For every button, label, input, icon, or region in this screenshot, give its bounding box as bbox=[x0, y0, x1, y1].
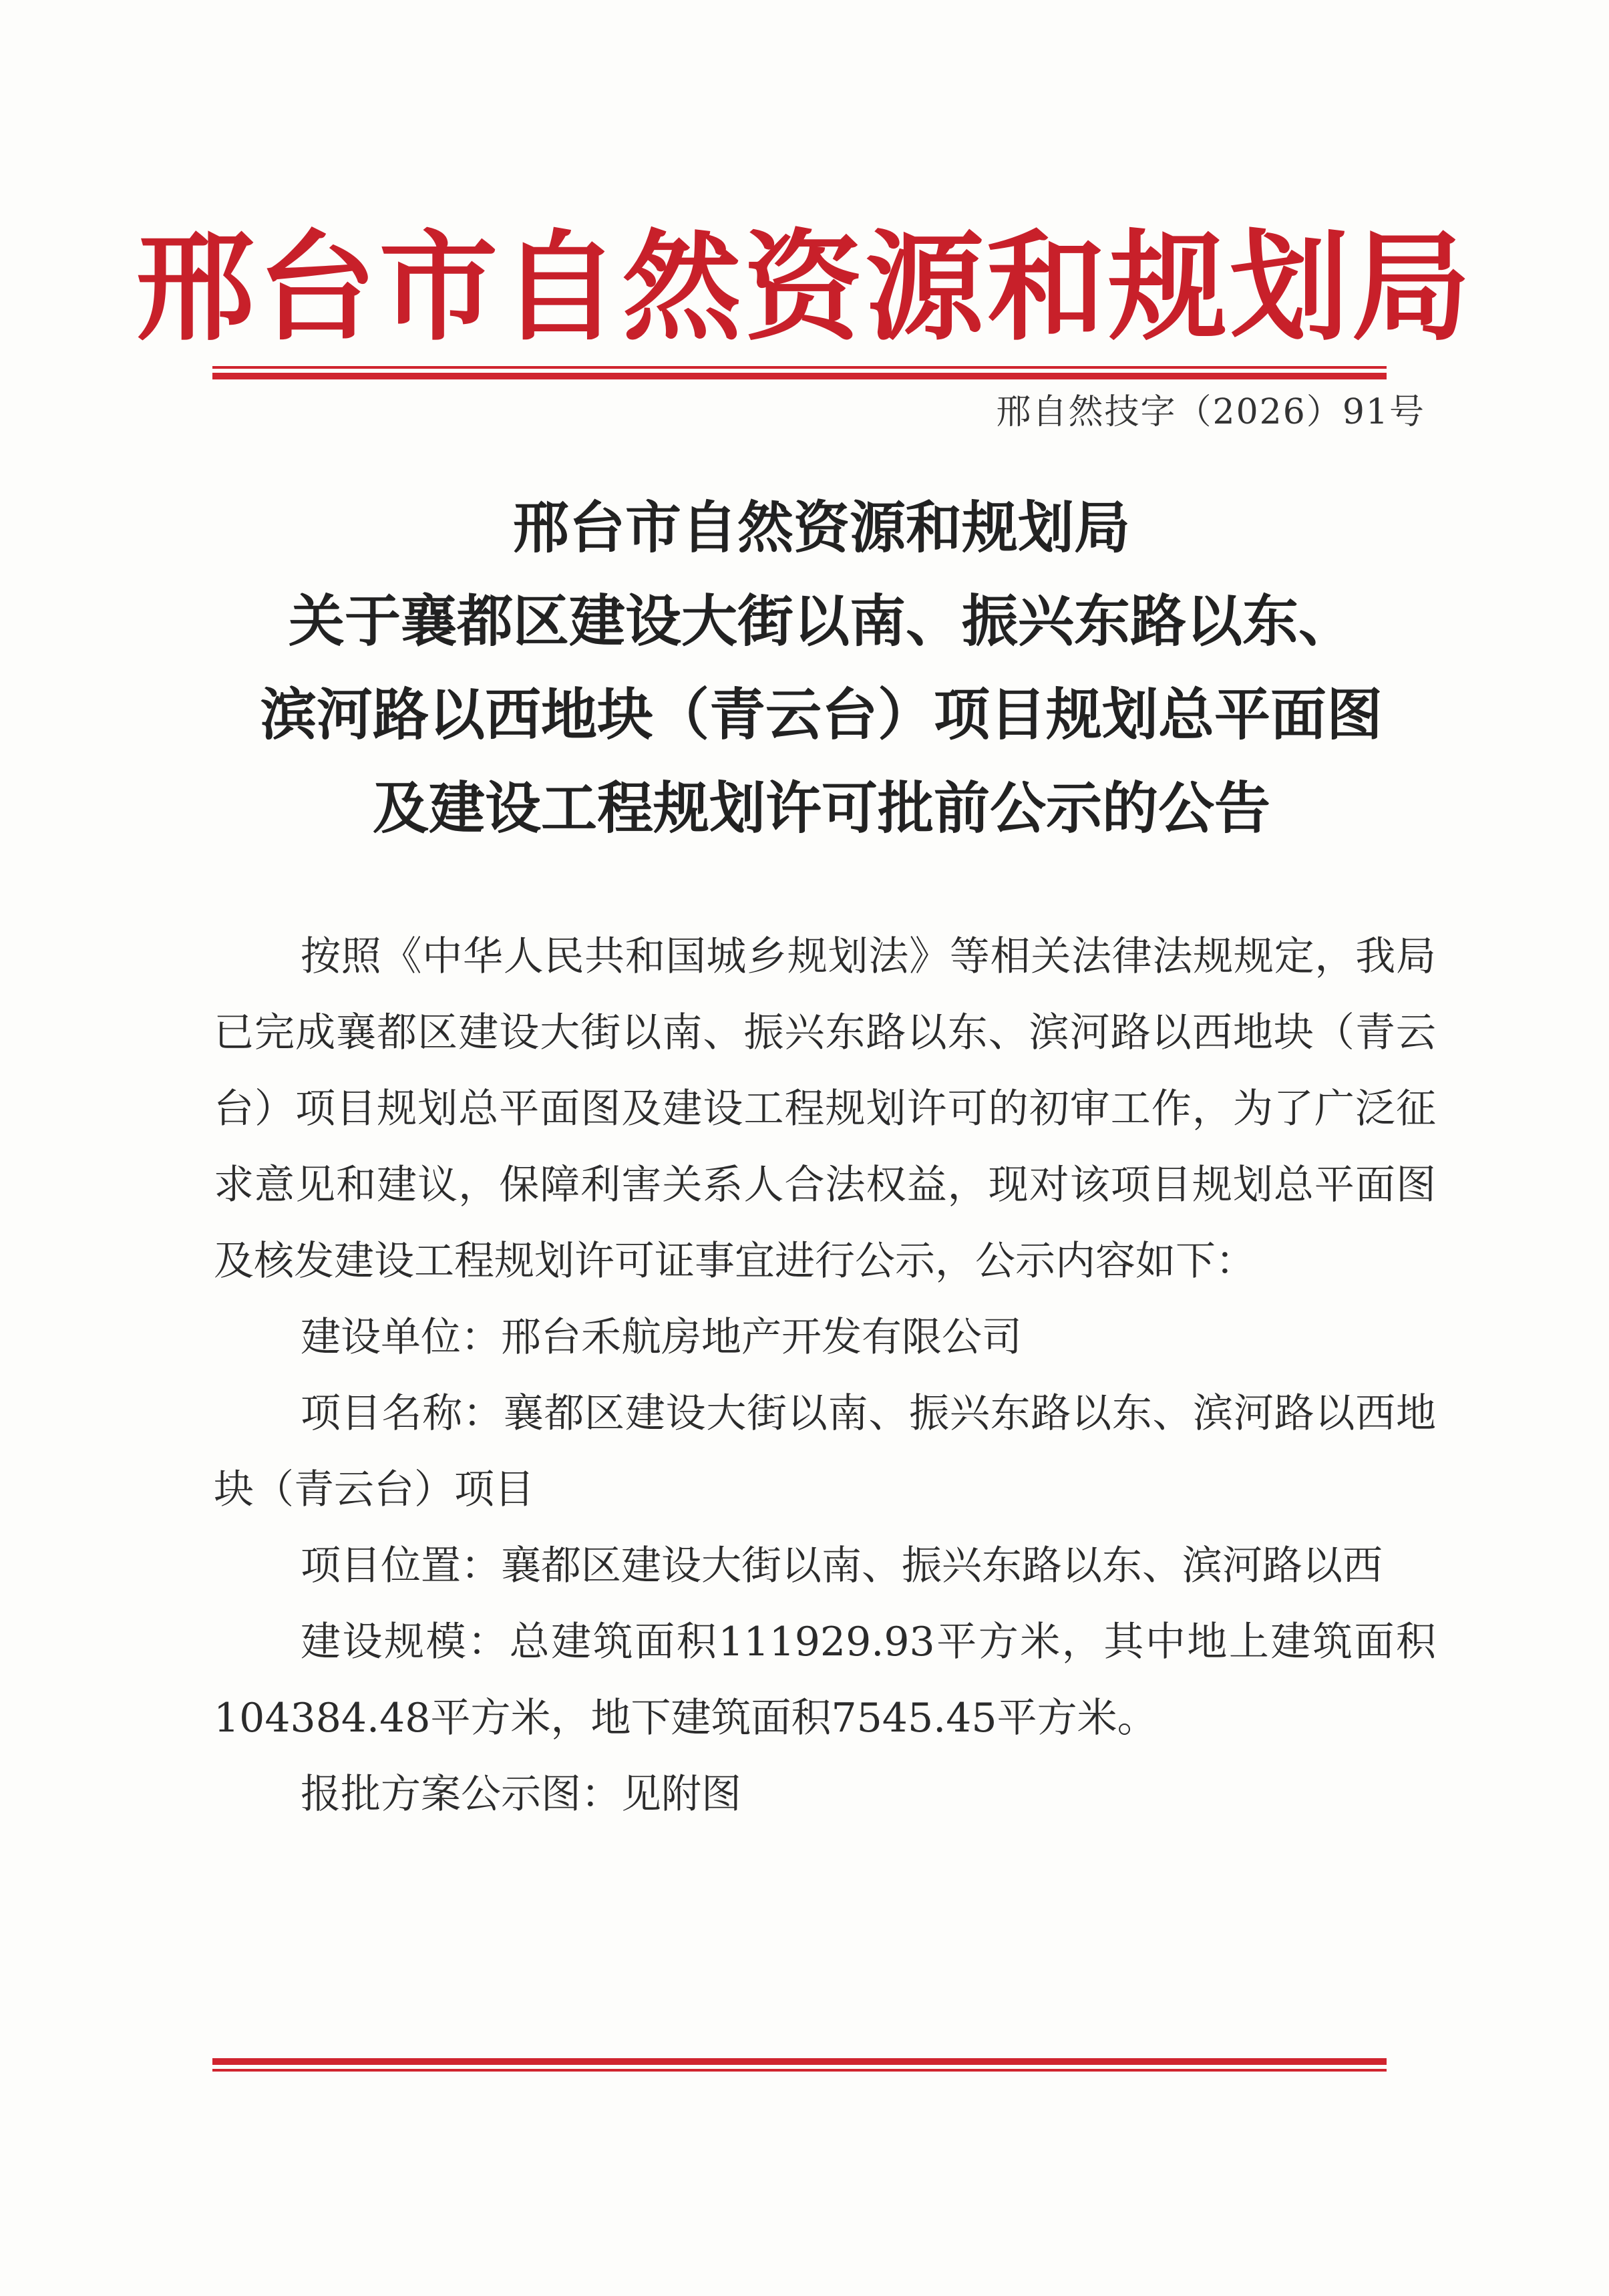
title-line-2: 关于襄都区建设大街以南、振兴东路以东、 bbox=[288, 588, 1355, 654]
construction-unit: 建设单位：邢台禾航房地产开发有限公司 bbox=[301, 1314, 1022, 1361]
notice-body bbox=[214, 919, 1436, 1832]
masthead-divider-thick bbox=[212, 373, 1387, 379]
footer-divider-thick bbox=[212, 2058, 1387, 2065]
construction-scale: 建设规模：总建筑面积111929.93平方米，其中地上建筑面积104384.48平方米，地下建筑面积7545.45平方米。 bbox=[214, 1619, 1436, 1742]
project-location: 项目位置：襄都区建设大街以南、振兴东路以东、滨河路以西 bbox=[301, 1542, 1383, 1589]
title-line-1: 邢台市自然资源和规划局 bbox=[512, 494, 1130, 560]
intro-paragraph: 按照《中华人民共和国城乡规划法》等相关法律法规规定，我局已完成襄都区建设大街以南、振兴东路以东、滨河路以西地块（青云台）项目规划总平面图及建设工程规划许可的初审工作，为了广泛征求意见和建议，保障利害关系人合法权益，现对该项目规划总平面图及核发建设工程规划许可证事宜进行公示，公示内容如下： bbox=[214, 933, 1436, 1285]
document-number: 邢自然技字（2026）91号 bbox=[996, 392, 1425, 432]
project-name: 项目名称：襄都区建设大街以南、振兴东路以东、滨河路以西地块（青云台）项目 bbox=[214, 1390, 1436, 1513]
agency-masthead: 邢台市自然资源和规划局 bbox=[136, 217, 1473, 357]
footer-divider-thin bbox=[212, 2069, 1387, 2072]
attachment-note: 报批方案公示图：见附图 bbox=[301, 1771, 741, 1818]
title-line-4: 及建设工程规划许可批前公示的公告 bbox=[372, 775, 1270, 841]
masthead-divider-thin bbox=[212, 366, 1387, 369]
notice-title bbox=[200, 481, 1443, 855]
title-line-3: 滨河路以西地块（青云台）项目规划总平面图 bbox=[260, 681, 1383, 748]
